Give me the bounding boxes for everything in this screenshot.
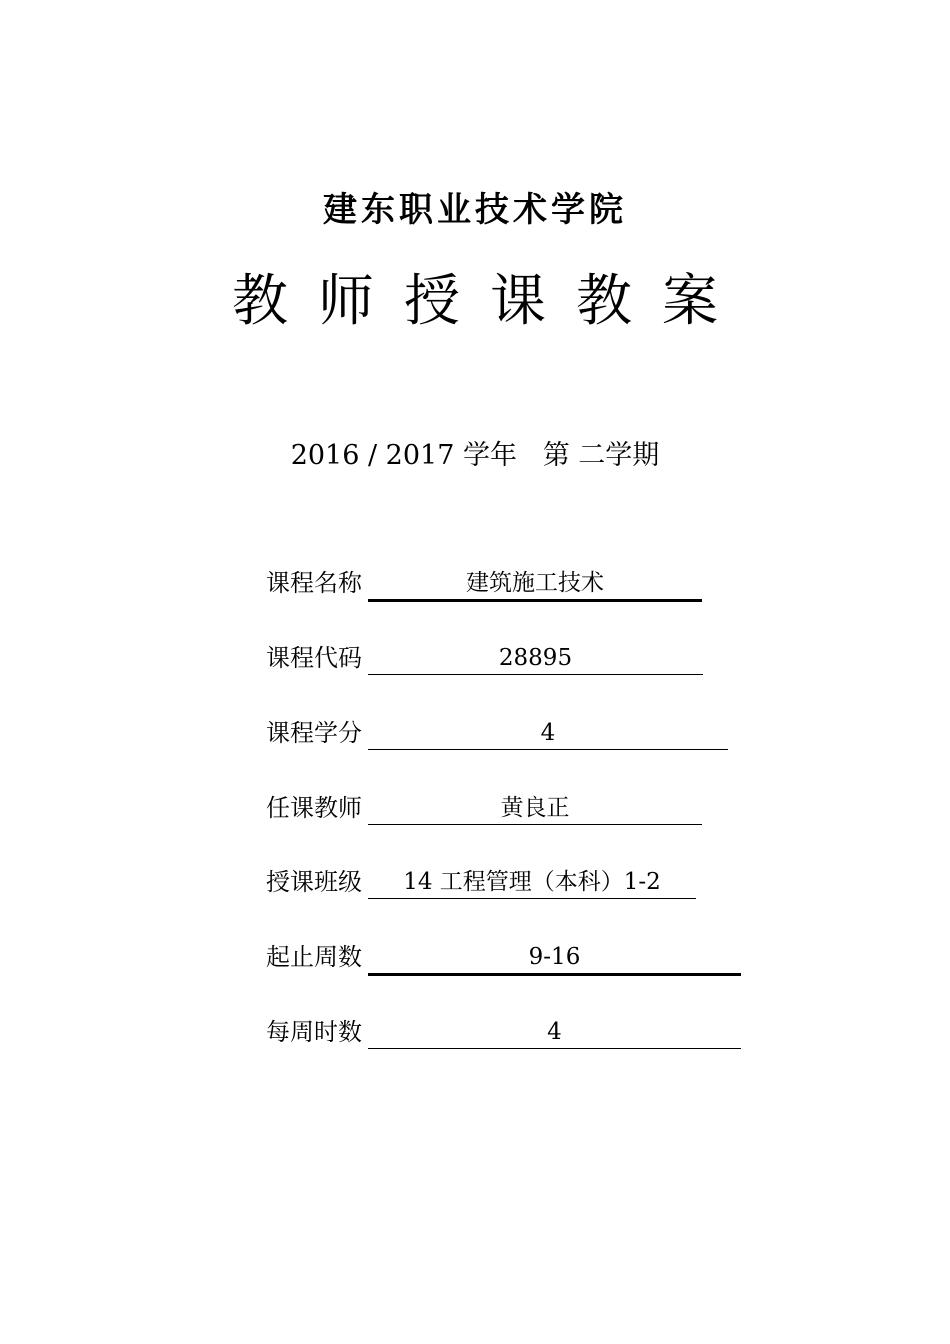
school-name: 建东职业技术学院 bbox=[323, 190, 627, 230]
field-value: 黄良正 bbox=[368, 788, 702, 825]
field-value: 4 bbox=[368, 713, 728, 750]
field-label: 起止周数 bbox=[266, 943, 362, 971]
field-label: 课程代码 bbox=[266, 644, 362, 672]
academic-term: 2016 / 2017 学年 第 二学期 bbox=[290, 440, 660, 471]
field-value: 14 工程管理（本科）1-2 bbox=[368, 862, 696, 899]
field-label: 授课班级 bbox=[266, 868, 362, 896]
field-label: 课程学分 bbox=[266, 719, 362, 747]
field-value: 28895 bbox=[368, 638, 703, 675]
field-label: 任课教师 bbox=[266, 794, 362, 822]
field-value: 建筑施工技术 bbox=[368, 563, 702, 602]
field-value: 9-16 bbox=[368, 937, 741, 976]
field-value: 4 bbox=[368, 1012, 741, 1049]
field-label: 每周时数 bbox=[266, 1018, 362, 1046]
field-label: 课程名称 bbox=[266, 569, 362, 597]
document-title: 教师授课教案 bbox=[232, 269, 748, 334]
